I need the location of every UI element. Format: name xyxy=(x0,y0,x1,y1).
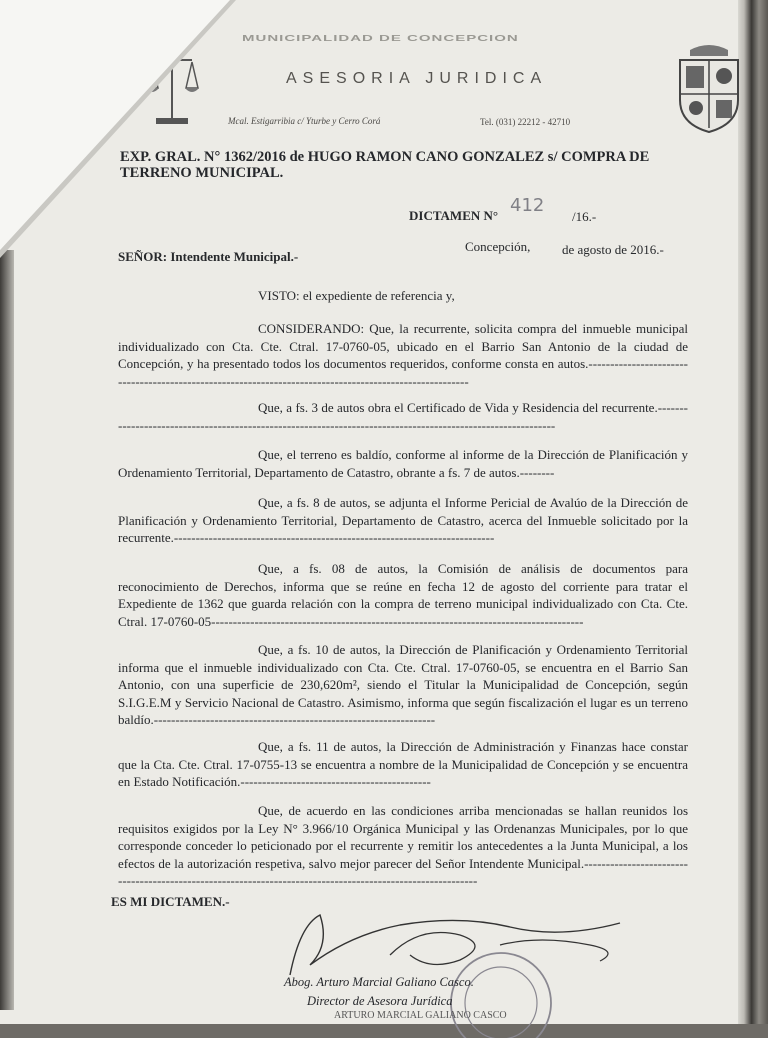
closing-statement: ES MI DICTAMEN.- xyxy=(111,894,230,909)
body-paragraph: Que, a fs. 10 de autos, la Dirección de Planificación y Ordenamiento Territorial informa que el inmueble individualizado con Cta. Cte. Ctral. 17-0760-05, se encuentra en el Barrio San Antonio, con una superficie de 230,620m², siendo el Titular la Municipalidad de Concepción, según S.I.G.E.M y Servicio Nacional de Catastro. Asimismo, informa que según fiscalización el lugar es un terreno baldío.----------------------------------------------------------------- xyxy=(118,642,688,727)
official-stamp xyxy=(446,948,556,1038)
body-paragraph: Que, a fs. 08 de autos, la Comisión de análisis de documentos para reconocimiento de Derechos, informa que se reúne en fecha 12 de agosto del corriente para tratar el Expediente de 1362 que guarda relación con la compra de terreno municipal individualizado con Cta. Cte. Ctral. 17-0760-05-------------------------------------------------------------------------------------- xyxy=(118,561,688,629)
body-paragraph: Que, a fs. 11 de autos, la Dirección de Administración y Finanzas hace constar que la Cta. Cte. Ctral. 17-0755-13 se encuentra a nombre de la Municipalidad de Concepción y se encuentra en Estado Notificación.-------------------------------------------- xyxy=(118,739,688,789)
body-paragraph: Que, a fs. 3 de autos obra el Certificado de Vida y Residencia del recurrente.------------------------------------------------------------------------------------------------------------ xyxy=(118,400,688,433)
body-paragraph: Que, a fs. 8 de autos, se adjunta el Informe Pericial de Avalúo de la Dirección de Planificación y Ordenamiento Territorial, Departamento de Catastro, acerca del Inmueble solicitado por la recurrente.-------------------------------------------------------------------------- xyxy=(118,495,688,545)
dictamen-number-handwritten: 412 xyxy=(510,195,545,216)
addressee: SEÑOR: Intendente Municipal.- xyxy=(118,249,299,264)
office-title: ASESORIA JURIDICA xyxy=(286,70,548,87)
signer-stamp-text: ARTURO MARCIAL GALIANO CASCO xyxy=(334,1010,507,1021)
expediente-header: EXP. GRAL. N° 1362/2016 de HUGO RAMON CANO GONZALEZ s/ COMPRA DE TERRENO MUNICIPAL. xyxy=(120,149,650,181)
considerando-paragraph: CONSIDERANDO: Que, la recurrente, solicita compra del inmueble municipal individualizado con Cta. Cte. Ctral. 17-0760-05, ubicado en el Barrio San Antonio de la ciudad de Concepción, y ha presentado todos los documentos requeridos, conforme consta en autos.-------------------------------------------------------------------------------------------------------- xyxy=(118,321,688,389)
body-paragraph: Que, de acuerdo en las condiciones arriba mencionadas se hallan reunidos los requisitos exigidos por la Ley N° 3.966/10 Orgánica Municipal y las Ordenanzas Municipales, por lo que corresponde conceder lo peticionado por el recurrente y remitir los antecedentes a la Junta Municipal, a los efectos de la autorización respetiva, salvo mejor parecer del Señor Intendente Municipal.----------------------------------------------------------------------------------------------------------- xyxy=(118,803,688,888)
date-place: Concepción, xyxy=(465,239,531,254)
body-paragraph: Que, el terreno es baldío, conforme al informe de la Dirección de Planificación y Ordenamiento Territorial, Departamento de Catastro, obrante a fs. 7 de autos.-------- xyxy=(118,447,688,480)
coat-of-arms-icon xyxy=(676,40,742,136)
dictamen-label: DICTAMEN N° xyxy=(409,208,499,223)
dictamen-suffix: /16.- xyxy=(572,209,597,224)
signer-title: Director de Asesora Jurídica xyxy=(307,994,453,1008)
municipality-banner: MUNICIPALIDAD DE CONCEPCION xyxy=(242,34,519,44)
visto-line: VISTO: el expediente de referencia y, xyxy=(258,288,455,303)
page-shadow-edge xyxy=(738,0,768,1024)
office-address: Mcal. Estigarribia c/ Yturbe y Cerro Corá xyxy=(228,116,381,126)
office-phone: Tel. (031) 22212 - 42710 xyxy=(480,117,571,127)
signer-name: Abog. Arturo Marcial Galiano Casco. xyxy=(284,975,474,989)
date-text: de agosto de 2016.- xyxy=(562,242,664,257)
page-left-edge xyxy=(0,250,14,1010)
